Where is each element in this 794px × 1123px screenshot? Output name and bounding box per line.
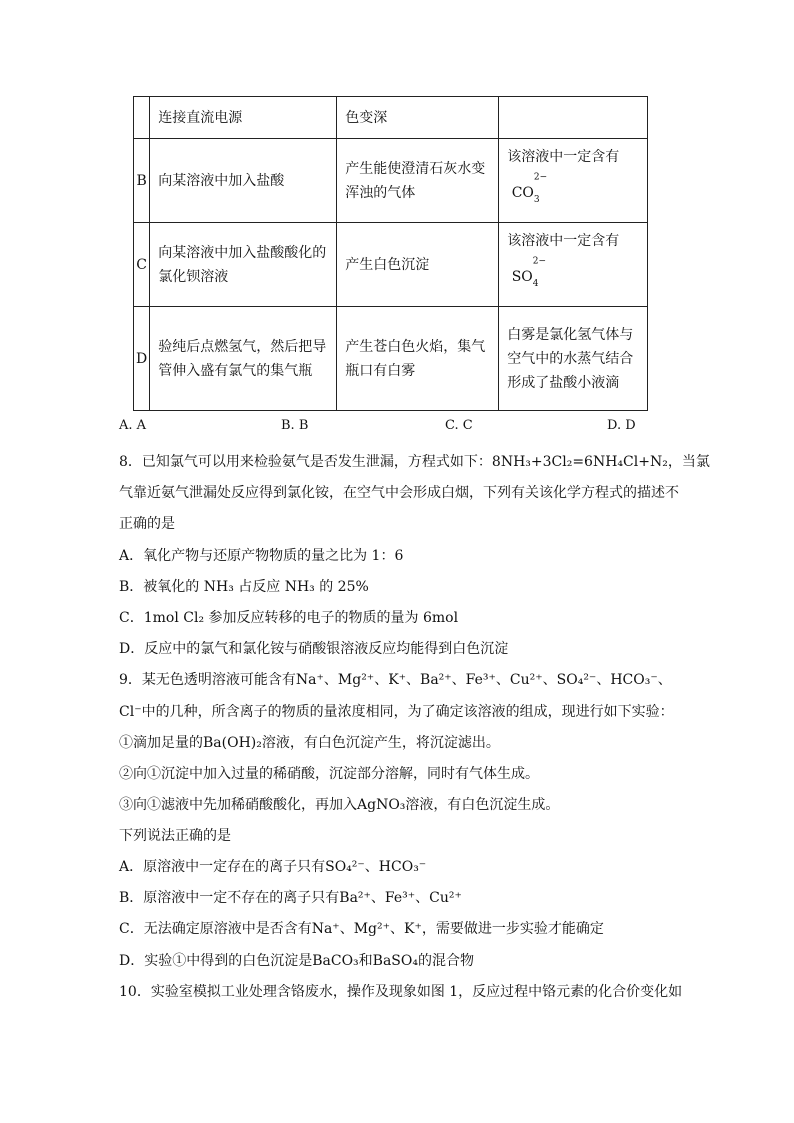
row-label: C [134, 223, 150, 307]
experiment-table [133, 96, 648, 411]
q9-stem-line: Cl⁻中的几种，所含离子的物质的量浓度相同，为了确定该溶液的组成，现进行如下实验： [119, 704, 674, 720]
row-label: D [134, 307, 150, 411]
phenomenon-cell [337, 307, 499, 411]
table-row [134, 307, 648, 411]
formula-text: CO [511, 184, 534, 201]
q8-stem-line: 8．已知氯气可以用来检验氨气是否发生泄漏，方程式如下：8NH₃+3Cl₂=6NH₄Cl+N₂，当氯 [119, 454, 710, 470]
operation-cell [150, 223, 337, 307]
choice-a[interactable]: A. A [119, 418, 147, 433]
q7-choices [119, 418, 639, 438]
phenomenon-line: 瓶口有白雾 [345, 362, 416, 379]
formula-text: SO [511, 268, 533, 285]
conclusion-line: 形成了盐酸小液滴 [507, 374, 620, 391]
choice-b[interactable]: B. B [281, 418, 309, 433]
q8-stem-line: 正确的是 [119, 516, 175, 532]
operation-line: 验纯后点燃氢气，然后把导 [158, 338, 327, 355]
phenomenon-cell: 产生白色沉淀 [337, 223, 499, 307]
q9-option-b[interactable]: B．原溶液中一定不存在的离子只有Ba²⁺、Fe³⁺、Cu²⁺ [119, 890, 462, 906]
q9-step: ③向①滤液中先加稀硝酸酸化，再加入AgNO₃溶液，有白色沉淀生成。 [119, 797, 560, 813]
q8-option-a[interactable]: A．氧化产物与还原产物物质的量之比为 1：6 [119, 548, 404, 564]
q9-option-a[interactable]: A．原溶液中一定存在的离子只有SO₄²⁻、HCO₃⁻ [119, 859, 427, 875]
operation-cell [150, 307, 337, 411]
q9-option-c[interactable]: C．无法确定原溶液中是否含有Na⁺、Mg²⁺、K⁺，需要做进一步实验才能确定 [119, 921, 604, 937]
conclusion-cell [499, 307, 648, 411]
operation-cell: 向某溶液中加入盐酸 [150, 139, 337, 223]
carbonate-formula: $CO^{2-}$ $_3$ [511, 171, 548, 206]
operation-line: 氯化钡溶液 [158, 268, 229, 285]
phenomenon-cell [337, 139, 499, 223]
conclusion-cell [499, 139, 648, 223]
operation-line: 向某溶液中加入盐酸酸化的 [158, 244, 327, 261]
conclusion-cell [499, 97, 648, 139]
choice-c[interactable]: C. C [445, 418, 473, 433]
sulfate-formula: $SO^{2-}$ $_4$ [511, 255, 547, 290]
phenomenon-line: 产生能使澄清石灰水变 [345, 160, 486, 177]
choice-d[interactable]: D. D [607, 418, 636, 433]
phenomenon-line: 产生苍白色火焰，集气 [345, 338, 486, 355]
q8-option-d[interactable]: D．反应中的氯气和氯化铵与硝酸银溶液反应均能得到白色沉淀 [119, 641, 509, 657]
table-row [134, 223, 648, 307]
q9-option-d[interactable]: D．实验①中得到的白色沉淀是BaCO₃和BaSO₄的混合物 [119, 953, 474, 969]
q8-option-b[interactable]: B．被氧化的 NH₃ 占反应 NH₃ 的 25% [119, 579, 369, 595]
row-label [134, 97, 150, 139]
conclusion-line: 白雾是氯化氢气体与 [507, 326, 634, 343]
q9-stem-line: 9．某无色透明溶液可能含有Na⁺、Mg²⁺、K⁺、Ba²⁺、Fe³⁺、Cu²⁺、SO₄²⁻、HCO₃⁻、 [119, 672, 672, 688]
conclusion-cell [499, 223, 648, 307]
conclusion-line: 该溶液中一定含有 [507, 232, 620, 249]
conclusion-line: 空气中的水蒸气结合 [507, 350, 634, 367]
table-row [134, 139, 648, 223]
q9-step: ①滴加足量的Ba(OH)₂溶液，有白色沉淀产生，将沉淀滤出。 [119, 735, 500, 751]
operation-cell: 连接直流电源 [150, 97, 337, 139]
conclusion-line: 该溶液中一定含有 [507, 148, 620, 165]
phenomenon-cell: 色变深 [337, 97, 499, 139]
q9-step: ②向①沉淀中加入过量的稀硝酸，沉淀部分溶解，同时有气体生成。 [119, 766, 539, 782]
q10-stem-line: 10．实验室模拟工业处理含铬废水，操作及现象如图 1，反应过程中铬元素的化合价变化如 [119, 984, 683, 1000]
table-row [134, 97, 648, 139]
row-label: B [134, 139, 150, 223]
operation-line: 管伸入盛有氯气的集气瓶 [158, 362, 313, 379]
phenomenon-line: 浑浊的气体 [345, 184, 416, 201]
q8-option-c[interactable]: C．1mol Cl₂ 参加反应转移的电子的物质的量为 6mol [119, 610, 459, 626]
q9-prompt: 下列说法正确的是 [119, 828, 231, 844]
q8-stem-line: 气靠近氨气泄漏处反应得到氯化铵，在空气中会形成白烟，下列有关该化学方程式的描述不 [119, 485, 679, 501]
